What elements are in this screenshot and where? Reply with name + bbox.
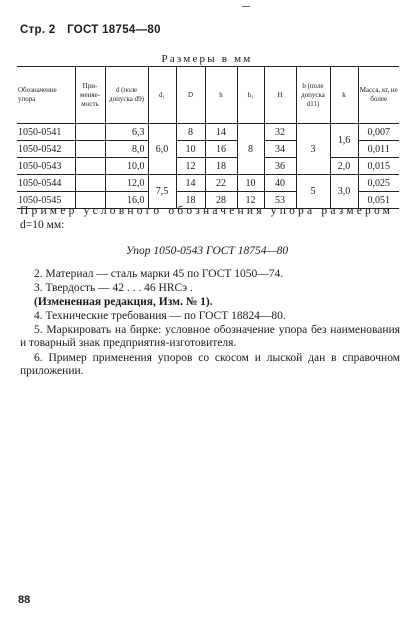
cell-applicability [75, 124, 105, 141]
col-header-d: d (поле допуска d9) [105, 67, 148, 124]
scan-mark [242, 6, 250, 7]
example-intro-cont: d=10 мм: [20, 219, 65, 231]
cell-applicability [75, 158, 105, 175]
col-header-designation: Обозначение упора [17, 67, 75, 124]
cell-k: 2,0 [330, 158, 358, 175]
cell-designation: 1050-0543 [17, 158, 75, 175]
cell-designation: 1050-0542 [17, 141, 75, 158]
col-header-mass: Масса, кг, не более [358, 67, 399, 124]
table-header-row [17, 67, 399, 124]
cell-h: 22 [205, 175, 237, 192]
item-requirements: 4. Технические требования — по ГОСТ 18824—80. [34, 310, 286, 322]
col-header-applicability: Применяемость [75, 67, 105, 124]
cell-k: 3,0 [330, 175, 358, 209]
cell-b: 5 [296, 175, 330, 209]
cell-H: 36 [264, 158, 296, 175]
cell-h1: 8 [237, 124, 264, 175]
cell-h1: 12 [237, 192, 264, 209]
cell-d: 12,0 [105, 175, 148, 192]
cell-d: 10,0 [105, 158, 148, 175]
cell-designation: 1050-0541 [17, 124, 75, 141]
cell-d: 16,0 [105, 192, 148, 209]
col-header-k: k [330, 67, 358, 124]
cell-b: 3 [296, 124, 330, 175]
cell-h: 16 [205, 141, 237, 158]
page-number: 88 [18, 594, 31, 606]
page-label: Стр. 2 [20, 24, 56, 36]
table-row [17, 175, 399, 192]
page-header [20, 24, 169, 36]
cell-designation: 1050-0544 [17, 175, 75, 192]
table-row [17, 124, 399, 141]
col-header-H: H [264, 67, 296, 124]
units-title: Размеры в мм [161, 53, 253, 65]
standard-number: ГОСТ 18754—80 [67, 24, 161, 36]
cell-d: 6,3 [105, 124, 148, 141]
cell-applicability [75, 175, 105, 192]
cell-h1: 10 [237, 175, 264, 192]
col-header-d1: d₁ [148, 67, 176, 124]
example-designation: Упор 1050-0543 ГОСТ 18754—80 [125, 245, 289, 257]
col-header-h1: h₁ [237, 67, 264, 124]
cell-H: 32 [264, 124, 296, 141]
item-application: 6. Пример применения упоров со скосом и лыской дан в справочном приложении. [20, 352, 400, 377]
table-row [17, 158, 399, 175]
cell-D: 8 [176, 124, 205, 141]
cell-D: 14 [176, 175, 205, 192]
item-amendment: (Измененная редакция, Изм. № 1). [34, 296, 213, 308]
cell-applicability [75, 141, 105, 158]
cell-H: 40 [264, 175, 296, 192]
cell-D: 12 [176, 158, 205, 175]
cell-D: 10 [176, 141, 205, 158]
col-header-D: D [176, 67, 205, 124]
item-material: 2. Материал — сталь марки 45 по ГОСТ 1050—74. [34, 268, 284, 280]
col-header-b: b (поле допуска d11) [296, 67, 330, 124]
cell-d1: 6,0 [148, 124, 176, 175]
cell-h: 28 [205, 192, 237, 209]
cell-mass: 0,025 [358, 175, 399, 192]
example-intro: Пример условного обозначения упора размером [20, 205, 394, 217]
cell-mass: 0,015 [358, 158, 399, 175]
cell-d1: 7,5 [148, 175, 176, 209]
cell-h: 18 [205, 158, 237, 175]
cell-h: 14 [205, 124, 237, 141]
cell-mass: 0,051 [358, 192, 399, 209]
cell-H: 53 [264, 192, 296, 209]
col-header-h: h [205, 67, 237, 124]
cell-D: 18 [176, 192, 205, 209]
cell-k: 1,6 [330, 124, 358, 158]
cell-designation: 1050-0545 [18, 194, 62, 206]
cell-mass: 0,011 [358, 141, 399, 158]
cell-H: 34 [264, 141, 296, 158]
cell-d: 8,0 [105, 141, 148, 158]
dimensions-table [17, 66, 399, 209]
item-hardness: 3. Твердость — 42 . . . 46 HRCэ . [34, 282, 193, 294]
item-marking: 5. Маркировать на бирке: условное обозначение упора без наименования и товарный знак предприятия-изготовителя. [20, 324, 400, 349]
cell-mass: 0,007 [358, 124, 399, 141]
